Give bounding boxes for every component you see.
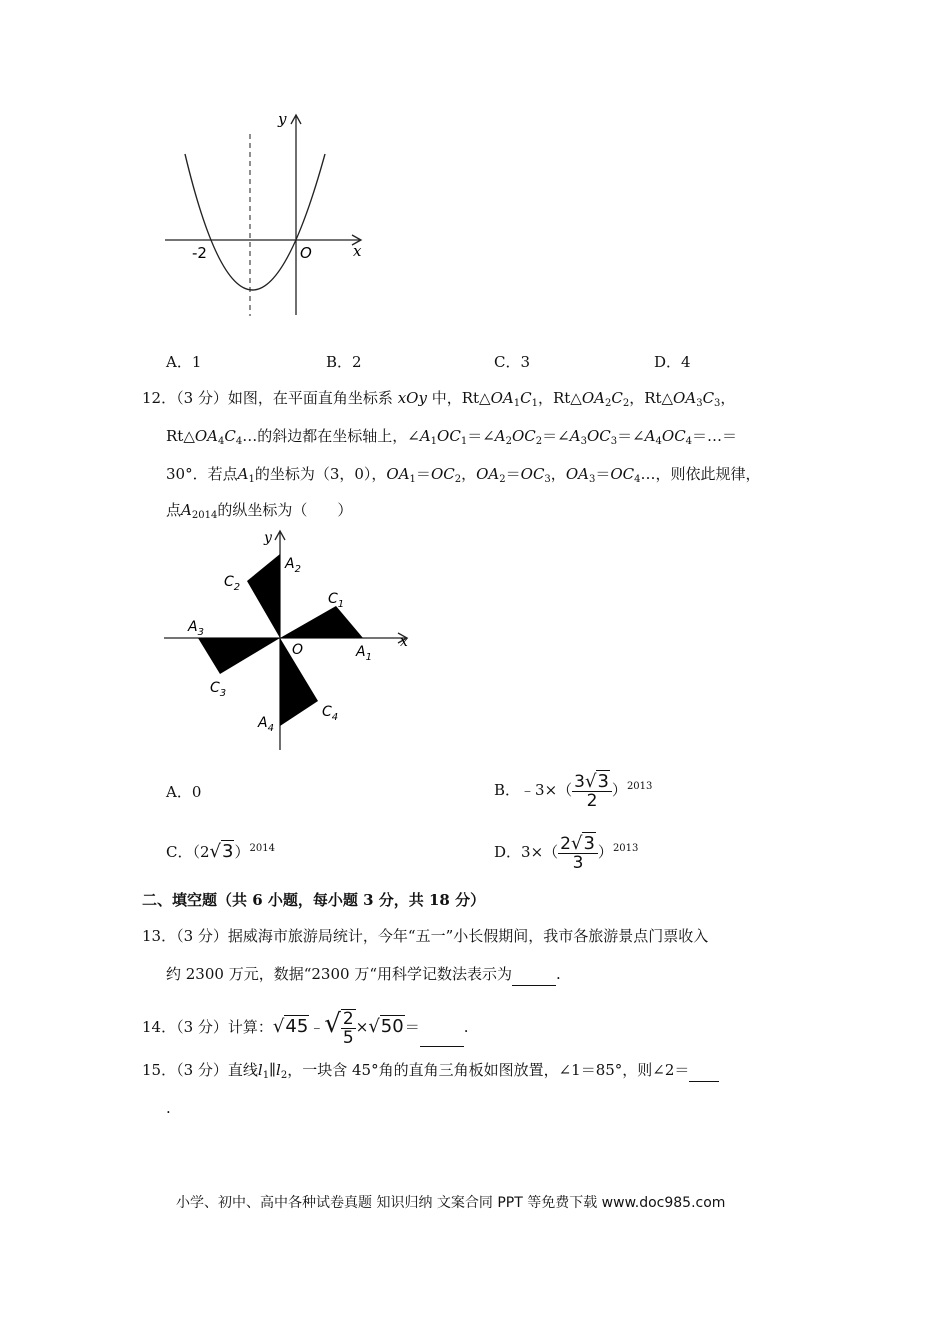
- math-var: A: [419, 427, 431, 445]
- fraction: [558, 832, 598, 873]
- origin-label: O: [300, 244, 312, 262]
- parallel-sign: ∥: [269, 1061, 277, 1079]
- subscript: 3: [610, 436, 618, 447]
- math-var: OA: [581, 389, 605, 407]
- q12-option-a[interactable]: [166, 780, 201, 804]
- option-value: 3: [520, 353, 531, 371]
- subscript: 2: [454, 474, 462, 485]
- subscript: 1: [430, 436, 438, 447]
- math-var: OC: [520, 465, 545, 483]
- q15-line-2: [166, 1096, 171, 1120]
- text: ，Rt△: [537, 389, 582, 407]
- minus-sign: ﹣: [309, 1018, 325, 1036]
- text: ，: [720, 389, 736, 407]
- x-label: x: [400, 634, 408, 650]
- question-number: 15．: [142, 1061, 177, 1079]
- math-var: OC: [586, 427, 611, 445]
- subscript: 4: [218, 436, 225, 447]
- option-key: D．: [494, 843, 522, 861]
- subscript: 1: [409, 474, 416, 485]
- text: ，则依此规律，: [655, 465, 761, 483]
- math-var: OC: [430, 465, 455, 483]
- coefficient: 3: [574, 771, 585, 792]
- label-a1: $A_1$: [356, 644, 372, 663]
- q13-line-1: [142, 924, 708, 948]
- subscript: 1: [513, 398, 521, 409]
- answer-blank[interactable]: [512, 969, 556, 986]
- option-key: B．: [494, 781, 521, 799]
- parabola-curve: [185, 154, 325, 290]
- answer-blank[interactable]: [420, 1030, 464, 1047]
- subscript: 2: [505, 436, 512, 447]
- text: ，一块含 45°角的直角三角板如图放置，∠1＝85°，则∠2＝: [287, 1061, 690, 1079]
- denominator: 5: [342, 1028, 354, 1048]
- section-heading: 二、填空题（共 6 小题，每小题 3 分，共 18 分）: [142, 891, 486, 909]
- subscript: 2: [604, 398, 612, 409]
- option-key: A．: [166, 353, 192, 371]
- text: ，Rt△: [629, 389, 674, 407]
- radicand: 3: [222, 841, 234, 862]
- subscript: 3: [714, 398, 721, 409]
- text: 30°．若点: [166, 465, 238, 483]
- text: ＝: [415, 465, 431, 483]
- text: ＝∠: [617, 427, 645, 445]
- label-a3: $A_3$: [188, 619, 204, 638]
- q14-line: [142, 1004, 469, 1047]
- triangle-oa3c3: [198, 638, 280, 674]
- subscript: 1: [248, 474, 255, 485]
- math-var: OA: [194, 427, 218, 445]
- text: ，: [461, 465, 477, 483]
- fraction: [341, 1009, 356, 1047]
- math-var: OC: [437, 427, 461, 445]
- text: 直线: [227, 1061, 258, 1079]
- subscript: 2: [499, 474, 506, 485]
- y-label: y: [264, 530, 272, 546]
- text: ＝: [595, 465, 611, 483]
- option-close: ）: [611, 781, 627, 799]
- text: ＝: [505, 465, 521, 483]
- option-close: ）: [597, 843, 613, 861]
- q11-option-c[interactable]: [494, 350, 530, 374]
- pinwheel-figure: [160, 526, 420, 754]
- option-key: B．: [326, 353, 353, 371]
- subscript: 2: [535, 436, 543, 447]
- text: ＝∠: [542, 427, 570, 445]
- parabola-figure: [160, 108, 375, 323]
- q11-option-a[interactable]: [166, 350, 201, 374]
- option-value: 4: [681, 353, 691, 371]
- subscript: 3: [580, 436, 587, 447]
- radicand: 3: [597, 770, 609, 792]
- text: 的坐标为（3，0），: [254, 465, 387, 483]
- subscript: 4: [655, 436, 662, 447]
- sqrt: √50: [368, 1016, 404, 1037]
- option-prefix: ﹣3×（: [520, 781, 573, 799]
- origin-label: O: [292, 642, 304, 658]
- q11-option-b[interactable]: [326, 350, 362, 374]
- q12-option-b[interactable]: [494, 768, 652, 812]
- math-var: C: [224, 427, 236, 445]
- subscript: 4: [634, 474, 641, 485]
- denominator: 2: [586, 790, 598, 811]
- text: .: [463, 1018, 469, 1036]
- sqrt: √45: [272, 1016, 309, 1037]
- text: ＝∠: [467, 427, 495, 445]
- sqrt: √3: [584, 770, 609, 792]
- page-footer: 小学、初中、高中各种试卷真题 知识归纳 文案合同 PPT 等免费下载 www.doc985.com: [176, 1195, 726, 1211]
- label-a4: $A_4$: [258, 715, 274, 734]
- math-var: OA: [476, 465, 500, 483]
- denominator: 3: [572, 852, 584, 873]
- option-prefix: 3×（: [521, 843, 559, 861]
- option-key: C．: [166, 843, 193, 861]
- text: Rt△: [166, 427, 195, 445]
- text: 中，Rt△: [431, 389, 491, 407]
- math-var: C: [611, 389, 623, 407]
- label-c2: $C_2$: [224, 574, 241, 593]
- math-var: l: [257, 1061, 263, 1079]
- math-var: A: [181, 501, 192, 519]
- text: 的纵坐标为（ ）: [217, 501, 353, 519]
- sqrt: √3: [570, 832, 595, 854]
- subscript: 1: [531, 398, 538, 409]
- text: ＝…＝: [692, 427, 738, 445]
- question-number: 12．: [142, 389, 177, 407]
- subscript: 3: [544, 474, 551, 485]
- subscript: 4: [235, 436, 243, 447]
- option-value: 0: [191, 783, 202, 801]
- option-value: 1: [191, 353, 202, 371]
- radicand: 3: [583, 832, 595, 854]
- x-label: x: [353, 242, 362, 260]
- radicand: 45: [285, 1016, 309, 1037]
- question-number: 13．: [142, 927, 177, 945]
- question-score: （3 分）: [176, 1061, 228, 1079]
- option-prefix: （2: [192, 843, 210, 861]
- option-value: 2: [352, 353, 362, 371]
- text: 约 2300 万元，数据“2300 万“用科学记数法表示为: [166, 965, 512, 983]
- equals-sign: ＝: [404, 1018, 420, 1036]
- exponent: 2013: [626, 781, 653, 792]
- question-score: （3 分）: [176, 927, 228, 945]
- numerator: 2: [342, 1009, 354, 1029]
- text: 点: [166, 501, 182, 519]
- sqrt: √: [324, 1009, 341, 1039]
- q15-line-1: [142, 1058, 719, 1082]
- fraction: [572, 770, 612, 811]
- option-key: C．: [494, 353, 521, 371]
- tick-label: -2: [192, 244, 207, 262]
- times-sign: ×: [355, 1018, 369, 1036]
- label-c1: $C_1$: [328, 591, 345, 610]
- math-var: OC: [610, 465, 635, 483]
- option-key: D．: [654, 353, 682, 371]
- answer-blank[interactable]: [689, 1065, 719, 1082]
- subscript: 2: [622, 398, 630, 409]
- q12-line-2: [166, 424, 737, 448]
- q12-option-d[interactable]: [494, 830, 638, 874]
- coefficient: 2: [560, 833, 571, 854]
- subscript: 4: [685, 436, 693, 447]
- math-var: C: [702, 389, 715, 407]
- y-label: y: [278, 110, 287, 128]
- q11-option-d[interactable]: [654, 350, 691, 374]
- text: …: [640, 465, 656, 483]
- math-var: xOy: [397, 389, 427, 407]
- text: 如图，在平面直角坐标系: [227, 389, 393, 407]
- text: 计算：: [227, 1018, 273, 1036]
- subscript: 2: [280, 1070, 288, 1081]
- math-var: OA: [386, 465, 410, 483]
- math-var: A: [644, 427, 656, 445]
- text: .: [556, 965, 561, 983]
- exponent: 2014: [249, 843, 275, 854]
- text: ，: [550, 465, 566, 483]
- math-var: OA: [673, 389, 697, 407]
- triangle-oa1c1: [280, 606, 363, 638]
- subscript: 2014: [191, 510, 218, 521]
- math-var: A: [569, 427, 581, 445]
- triangle-oa2c2: [247, 554, 280, 638]
- question-score: （3 分）: [176, 1018, 228, 1036]
- subscript: 1: [460, 436, 468, 447]
- math-var: OA: [490, 389, 514, 407]
- label-c3: $C_3$: [210, 680, 227, 699]
- option-key: A．: [166, 783, 192, 801]
- math-var: A: [237, 465, 249, 483]
- math-var: C: [520, 389, 532, 407]
- option-close: ）: [234, 843, 250, 861]
- q12-option-c[interactable]: [166, 840, 275, 864]
- q12-line-4: [166, 498, 352, 522]
- math-var: OC: [511, 427, 536, 445]
- subscript: 1: [262, 1070, 270, 1081]
- math-var: l: [276, 1061, 281, 1079]
- question-number: 14．: [142, 1018, 177, 1036]
- subscript: 3: [588, 474, 596, 485]
- label-a2: $A_2$: [285, 556, 301, 575]
- question-score: （3 分）: [176, 389, 228, 407]
- math-var: A: [494, 427, 506, 445]
- math-var: OA: [565, 465, 589, 483]
- sqrt: √3: [209, 841, 234, 862]
- text: 据威海市旅游局统计，今年“五一”小长假期间，我市各旅游景点门票收入: [227, 927, 709, 945]
- text: …的斜边都在坐标轴上，∠: [242, 427, 420, 445]
- q12-line-3: [166, 462, 761, 486]
- math-var: OC: [661, 427, 686, 445]
- q12-line-1: [142, 386, 735, 410]
- radicand: 50: [380, 1016, 404, 1037]
- label-c4: $C_4$: [322, 704, 339, 723]
- subscript: 3: [696, 398, 703, 409]
- exponent: 2013: [612, 843, 639, 854]
- text: .: [166, 1099, 171, 1117]
- q13-line-2: [166, 962, 561, 986]
